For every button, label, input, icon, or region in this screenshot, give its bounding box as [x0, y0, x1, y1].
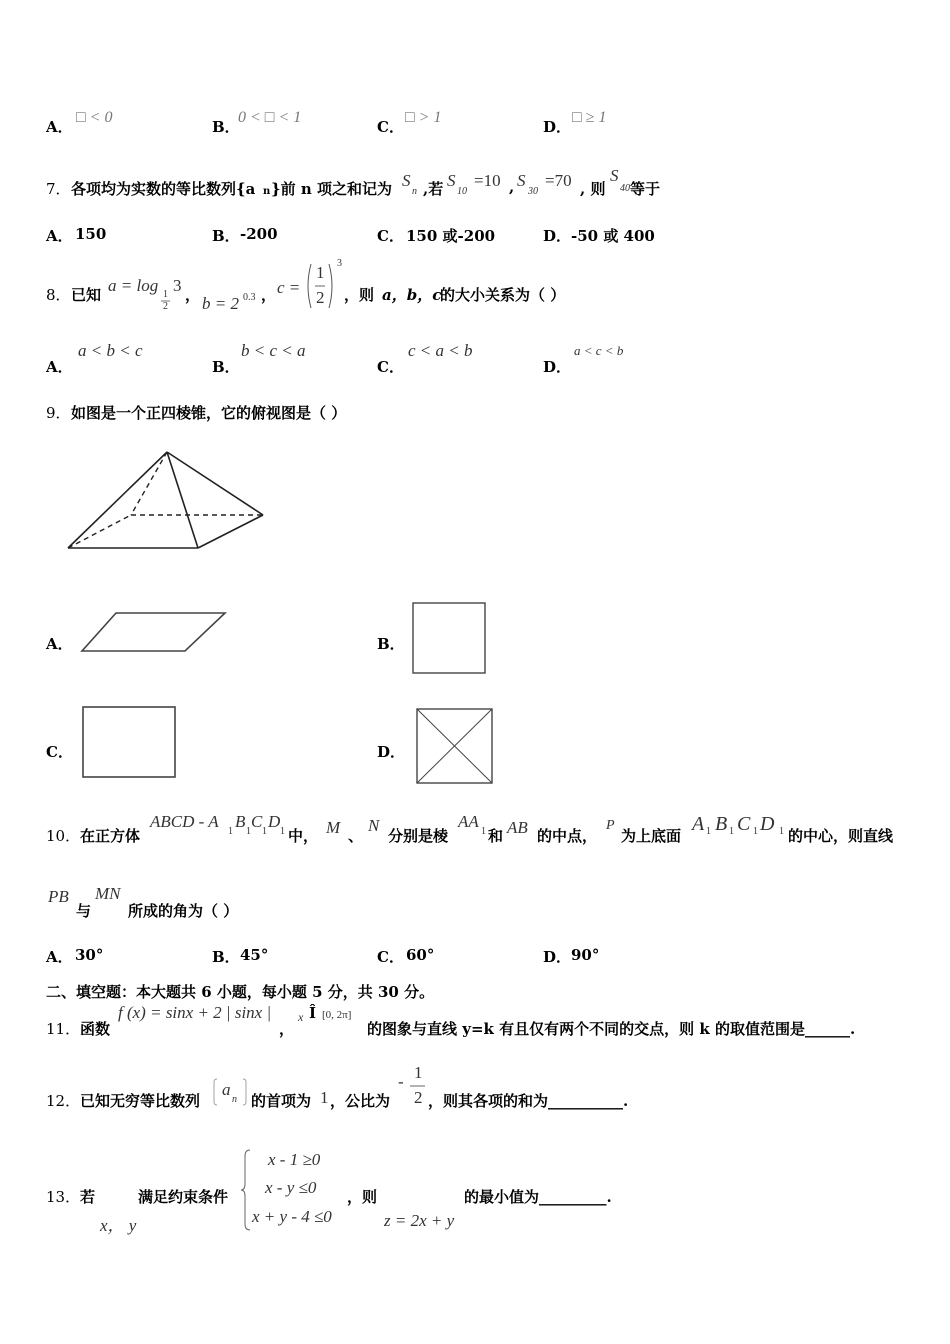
q10-cube-b: B	[235, 812, 246, 831]
q7-option-a-letter: A．	[46, 227, 73, 245]
q9-text: 如图是一个正四棱锥，它的俯视图是（ ）	[71, 404, 347, 422]
q10-cube: ABCD - A	[150, 812, 219, 831]
q10-text-10: 所成的角为（ ）	[128, 902, 239, 920]
q11-text-1: 函数	[80, 1020, 111, 1038]
q7-option-d-letter: D．	[543, 227, 572, 245]
q7-option-a-text: 150	[75, 225, 107, 243]
q10-number: 10．	[46, 827, 81, 845]
q10-cube-d: D	[268, 812, 281, 831]
q8-option-d-expr: a < c < b	[574, 343, 624, 358]
q13-z: z = 2x + y	[384, 1211, 455, 1230]
q8-a-base-den: 2	[163, 301, 168, 312]
q7-number: 7．	[46, 180, 71, 198]
q12-text-4: ，则其各项的和为__________.	[428, 1092, 629, 1110]
q10-top-s2: 1	[729, 826, 734, 837]
q12-number: 12．	[46, 1092, 81, 1110]
q6-option-c-letter: C．	[377, 118, 404, 136]
q7-option-b-text: -200	[240, 225, 278, 243]
q8-option-b-letter: B．	[212, 358, 240, 376]
q9-option-d-letter: D．	[377, 743, 406, 761]
q10-top-s4: 1	[779, 826, 784, 837]
q8-a-base-num: 1	[163, 289, 168, 300]
q10-aa1-sub: 1	[481, 826, 486, 837]
q7-sn-sub: n	[412, 186, 417, 197]
q10-mn: MN	[95, 884, 121, 903]
q8-option-a-letter: A．	[46, 358, 73, 376]
q12-one: 1	[320, 1088, 329, 1107]
q10-cube-s3: 1	[262, 826, 267, 837]
q7-sn: S	[402, 171, 411, 190]
q7-option-d-text: -50 或 400	[571, 227, 655, 245]
q9-option-a-letter: A．	[46, 635, 73, 653]
q10-text-1: 在正方体	[80, 827, 141, 845]
q10-cube-s4: 1	[280, 826, 285, 837]
q12-text-1: 已知无穷等比数列	[80, 1092, 201, 1110]
q7-option-b-letter: B．	[212, 227, 240, 245]
q10-option-b-text: 45°	[240, 946, 269, 964]
q9-option-c-rectangle	[81, 705, 178, 779]
q7-s30: S	[517, 171, 526, 190]
q6-option-d-letter: D．	[543, 118, 572, 136]
q10-option-a-letter: A．	[46, 948, 73, 966]
q10-option-c-text: 60°	[406, 946, 435, 964]
q8-c-expr: c =	[277, 278, 301, 297]
q8-a-expr: a = log	[108, 276, 159, 295]
q8-text-a: 已知	[71, 286, 102, 304]
q11-x: x	[298, 1010, 304, 1024]
q13-constraint-3: x + y - 4 ≤0	[252, 1207, 332, 1226]
q10-p: P	[606, 818, 615, 833]
q10-cube-s1: 1	[228, 826, 233, 837]
q8-b-exp: 0.3	[243, 292, 256, 303]
q11-comma: ，	[279, 1020, 295, 1038]
q6-option-d-expr: □ ≥ 1	[572, 109, 607, 126]
q13-text-2: 满足约束条件	[138, 1188, 229, 1206]
section-2-heading: 二、填空题：本大题共 6 小题，每小题 5 分，共 30 分。	[46, 983, 435, 1001]
q10-cube-s2: 1	[246, 826, 251, 837]
q7-s10-sub: 10	[457, 186, 467, 197]
q7-option-c-letter: C．	[377, 227, 404, 245]
q7-s30-sub: 30	[528, 186, 538, 197]
q10-cube-c: C	[251, 812, 263, 831]
q8-comma2: ，	[261, 286, 277, 304]
q13-constraint-2: x - y ≤0	[265, 1178, 317, 1197]
q11-text-2: 的图象与直线 y=k 有且仅有两个不同的交点，则 k 的取值范围是______.	[367, 1020, 856, 1038]
q6-option-a-expr: □ < 0	[76, 109, 113, 126]
q8-number: 8．	[46, 286, 71, 304]
q13-text-4: 的最小值为_________.	[464, 1188, 612, 1206]
q7-text-e: 等于	[630, 180, 661, 198]
q12-text-2: 的首项为	[251, 1092, 312, 1110]
q7-option-c-text: 150 或-200	[406, 227, 496, 245]
pyramid-figure	[60, 445, 270, 555]
q10-top-c: C	[737, 813, 751, 835]
q8-b-expr: b = 2	[202, 294, 239, 313]
q9-option-c-letter: C．	[46, 743, 73, 761]
q13-text-3: ，则	[347, 1188, 378, 1206]
q8-text-b: ，则	[344, 286, 375, 304]
q10-text-3: 、	[348, 827, 364, 845]
q7-text-d: , 则	[580, 180, 606, 198]
q12-minus: -	[398, 1072, 404, 1091]
q10-top-a: A	[692, 813, 705, 835]
q7-s30-val: =70	[545, 171, 572, 190]
q7-text-b: }前 n 项之和记为	[271, 180, 392, 198]
q9-option-b-square	[411, 601, 487, 675]
q10-option-d-text: 90°	[571, 946, 600, 964]
q13-number: 13．	[46, 1188, 81, 1206]
q8-vars: a，b，c	[382, 286, 442, 304]
q9-option-d-square-with-diagonals	[415, 707, 495, 785]
q11-interval: [0, 2π]	[322, 1009, 352, 1021]
q12-text-3: ，公比为	[330, 1092, 391, 1110]
q8-comma1: ，	[185, 286, 201, 304]
q12-r-den: 2	[414, 1088, 423, 1107]
q11-function: f (x) = sinx + 2 | sinx |	[118, 1003, 272, 1022]
q10-top-d: D	[760, 813, 775, 835]
q8-c-num: 1	[316, 263, 325, 282]
q7-text-c: ,若	[423, 180, 444, 198]
q7-sub-n: n	[263, 186, 271, 197]
q13-vars: x， y	[100, 1216, 137, 1235]
q9-option-a-parallelogram	[80, 610, 228, 654]
q10-top-s3: 1	[753, 826, 758, 837]
q7-s10: S	[447, 171, 456, 190]
q10-m: M	[326, 818, 341, 837]
q7-s10-val: =10	[474, 171, 501, 190]
q11-number: 11．	[46, 1020, 81, 1038]
q8-text-c: 的大小关系为（ ）	[440, 286, 566, 304]
q13-constraint-1: x - 1 ≥0	[268, 1150, 321, 1169]
q7-text-a: 各项均为实数的等比数列{a	[71, 180, 256, 198]
q10-text-5: 和	[488, 827, 504, 845]
q10-text-4: 分别是棱	[388, 827, 449, 845]
q10-top-b: B	[715, 813, 728, 835]
q6-option-b-expr: 0 < □ < 1	[238, 109, 302, 126]
q11-in: Î	[309, 1004, 317, 1022]
q8-option-b-expr: b < c < a	[241, 341, 306, 360]
q12-an-sub: n	[232, 1094, 237, 1105]
q6-option-c-expr: □ > 1	[405, 109, 442, 126]
q6-option-b-letter: B．	[212, 118, 240, 136]
q10-ab: AB	[507, 818, 528, 837]
q10-text-6: 的中点，	[537, 827, 598, 845]
q10-text-9: 与	[76, 902, 92, 920]
q10-top-s1: 1	[706, 826, 711, 837]
q9-number: 9．	[46, 404, 71, 422]
q10-text-8: 的中心，则直线	[788, 827, 894, 845]
q10-aa1: AA	[458, 812, 479, 831]
q10-option-b-letter: B．	[212, 948, 240, 966]
q10-n: N	[368, 816, 380, 835]
q8-c-den: 2	[316, 288, 325, 307]
q10-text-2: 中，	[288, 827, 319, 845]
q10-option-c-letter: C．	[377, 948, 404, 966]
q8-option-a-expr: a < b < c	[78, 341, 143, 360]
q7-s40: S	[610, 166, 619, 185]
q10-pb: PB	[48, 887, 69, 906]
q8-option-d-letter: D．	[543, 358, 572, 376]
q8-a-arg: 3	[173, 276, 182, 295]
q9-option-b-letter: B．	[377, 635, 405, 653]
q10-option-d-letter: D．	[543, 948, 572, 966]
q12-r-num: 1	[414, 1063, 423, 1082]
q12-an: a	[222, 1080, 231, 1099]
q8-option-c-letter: C．	[377, 358, 404, 376]
q10-text-7: 为上底面	[621, 827, 682, 845]
q7-s40-sub: 40	[620, 183, 630, 194]
q8-option-c-expr: c < a < b	[408, 341, 473, 360]
q6-option-a-letter: A．	[46, 118, 73, 136]
q13-text-1: 若	[80, 1188, 96, 1206]
q7-comma: ,	[509, 178, 515, 196]
q10-option-a-text: 30°	[75, 946, 104, 964]
q8-c-exp: 3	[337, 258, 342, 269]
